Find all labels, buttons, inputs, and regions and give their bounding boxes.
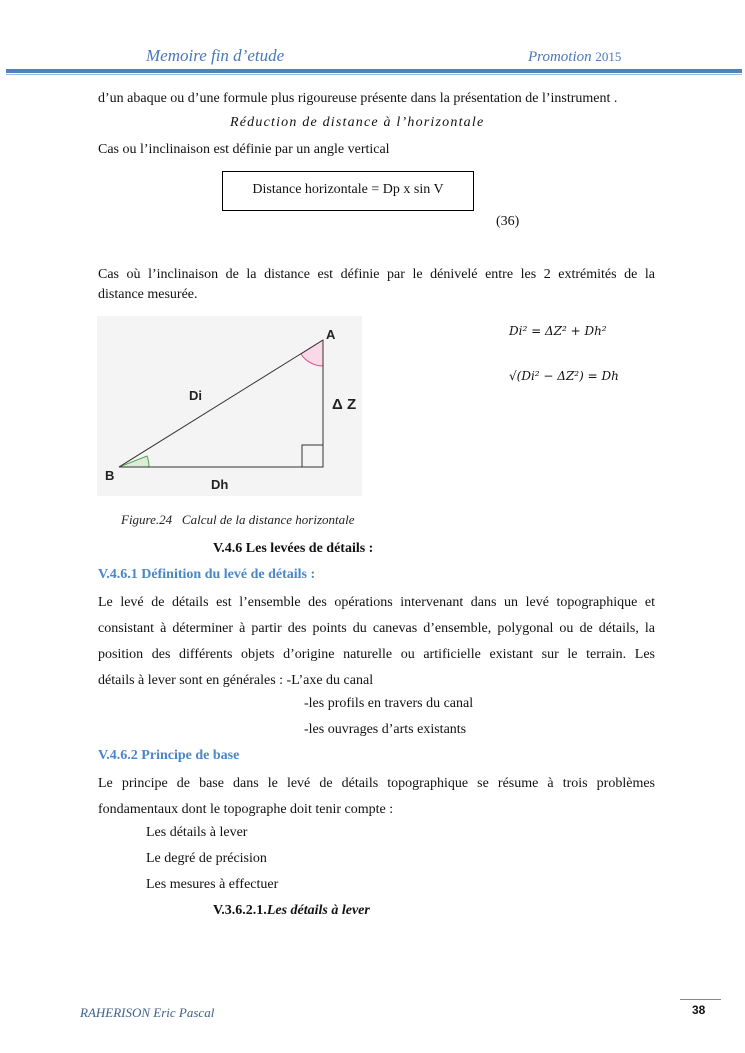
formula-box: Distance horizontale = Dp x sin V (222, 171, 474, 211)
definition-line-2: consistant à déterminer à partir des points du canevas d’ensemble, polygonal ou de détails, la (98, 621, 655, 636)
case-vertical-angle: Cas ou l’inclinaison est définie par un angle vertical (98, 142, 390, 157)
figure-number: Figure.24 (121, 512, 173, 527)
problem-item: Les mesures à effectuer (146, 877, 279, 892)
heading-v461: V.4.6.1 Définition du levé de détails : (98, 567, 316, 582)
case-denivele-line1: Cas où l’inclinaison de la distance est définie par le dénivelé entre les 2 extrémités de la (98, 267, 655, 282)
heading-v3621 (213, 903, 370, 919)
label-di: Di (189, 388, 202, 403)
problem-item: Les détails à lever (146, 825, 248, 840)
detail-item: -les profils en travers du canal (304, 696, 474, 711)
detail-item: -les ouvrages d’arts existants (304, 722, 467, 737)
case-denivele-line2: distance mesurée. (98, 287, 198, 302)
subsection-number: V.3.6.2.1. (213, 903, 267, 918)
label-b: B (105, 468, 115, 483)
page-number: 38 (692, 1003, 706, 1017)
header-divider (6, 69, 742, 73)
footer-author: RAHERISON Eric Pascal (80, 1005, 215, 1020)
figure-caption-text: Calcul de la distance horizontale (181, 512, 355, 527)
header-memoire-title: Memoire fin d’etude (146, 46, 285, 65)
equation-pythagore: Di² = ΔZ² + Dh² (509, 324, 607, 338)
principe-line-2: fondamentaux dont le topographe doit tenir compte : (98, 802, 394, 817)
problem-item: Le degré de précision (146, 851, 267, 866)
definition-line-4: détails à lever sont en générales : -L’axe du canal (98, 673, 374, 688)
label-dh: Dh (211, 477, 229, 492)
heading-v462: V.4.6.2 Principe de base (98, 748, 240, 763)
header-divider-thin (6, 74, 742, 75)
definition-line-1: Le levé de détails est l’ensemble des opérations intervenant dans un levé topographique et (98, 595, 655, 610)
equation-number: (36) (496, 214, 520, 229)
paragraph-abaque: d’un abaque ou d’une formule plus rigoureuse présente dans la présentation de l’instrument . (98, 91, 618, 106)
label-a: A (326, 327, 336, 342)
label-delta-z: Δ Z (332, 396, 357, 413)
header-promotion (528, 49, 621, 66)
footer-divider (680, 999, 721, 1000)
reduction-caption: Réduction de distance à l’horizontale (230, 115, 485, 130)
principe-line-1: Le principe de base dans le levé de détails topographique se résume à trois problèmes (98, 776, 655, 791)
figure-caption (121, 512, 355, 528)
heading-v46: V.4.6 Les levées de détails : (213, 541, 374, 556)
header-promotion-label: Promotion (528, 49, 592, 65)
equation-dh-root: √(Di² − ΔZ²) = Dh (509, 369, 619, 383)
triangle-figure (97, 316, 362, 496)
subsection-title: Les détails à lever (266, 903, 370, 918)
header-year: 2015 (595, 49, 622, 64)
definition-line-3: position des différents objets d’origine naturelle ou artificielle existant sur le terrain. Les (98, 647, 655, 662)
